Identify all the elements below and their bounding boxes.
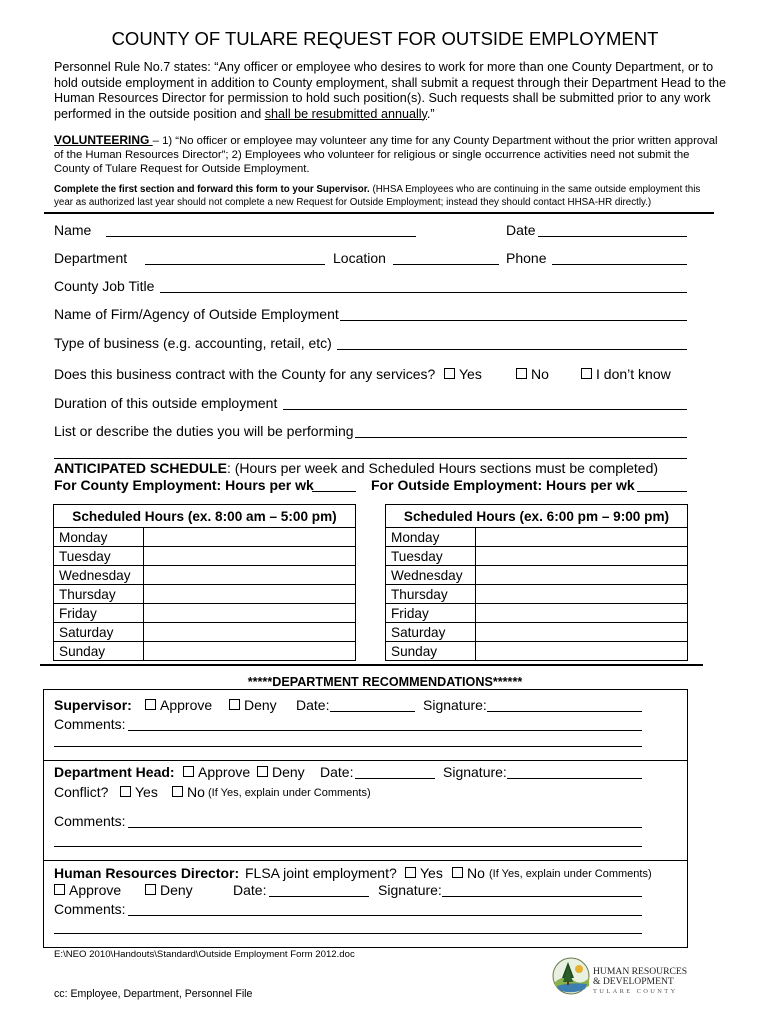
checkbox-icon[interactable] bbox=[172, 786, 183, 797]
schedule-cell[interactable] bbox=[476, 604, 688, 623]
hr-comments-field[interactable] bbox=[128, 915, 642, 916]
business-type-field[interactable] bbox=[337, 349, 687, 350]
flsa-yes-option[interactable]: Yes bbox=[405, 865, 443, 881]
schedule-cell[interactable] bbox=[144, 623, 356, 642]
county-hours-label: For County Employment: Hours per wk bbox=[54, 477, 314, 493]
supervisor-label: Supervisor: bbox=[54, 697, 132, 713]
dept-head-approve-option[interactable]: Approve bbox=[183, 764, 250, 780]
checkbox-icon[interactable] bbox=[581, 368, 592, 379]
duties-field-line2[interactable] bbox=[54, 458, 687, 459]
conflict-note: (If Yes, explain under Comments) bbox=[208, 787, 371, 799]
section-divider bbox=[40, 664, 703, 666]
section-divider bbox=[43, 760, 687, 761]
county-schedule-table bbox=[53, 504, 356, 661]
table-row: Thursday bbox=[386, 585, 688, 604]
duration-field[interactable] bbox=[283, 409, 687, 410]
table-row: Friday bbox=[54, 604, 356, 623]
name-label: Name bbox=[54, 222, 92, 238]
checkbox-icon[interactable] bbox=[452, 867, 463, 878]
contract-question: Does this business contract with the County for any services? bbox=[54, 366, 436, 382]
outside-hours-field[interactable] bbox=[637, 491, 687, 492]
duration-label: Duration of this outside employment bbox=[54, 395, 278, 411]
location-label: Location bbox=[333, 250, 386, 266]
schedule-cell[interactable] bbox=[144, 547, 356, 566]
department-label: Department bbox=[54, 250, 128, 266]
checkbox-icon[interactable] bbox=[516, 368, 527, 379]
supervisor-date-label: Date: bbox=[296, 697, 330, 713]
supervisor-date-field[interactable] bbox=[330, 711, 415, 712]
section-divider bbox=[44, 212, 714, 214]
hr-signature-field[interactable] bbox=[442, 896, 642, 897]
schedule-cell[interactable] bbox=[476, 547, 688, 566]
intro-paragraph bbox=[54, 60, 734, 122]
supervisor-comments-label: Comments: bbox=[54, 716, 126, 732]
dept-head-signature-field[interactable] bbox=[507, 778, 642, 779]
date-label: Date bbox=[506, 222, 536, 238]
flsa-question: FLSA joint employment? bbox=[245, 865, 397, 881]
table-row: Sunday bbox=[54, 642, 356, 661]
checkbox-icon[interactable] bbox=[444, 368, 455, 379]
recommendations-box bbox=[43, 689, 688, 948]
supervisor-approve-option[interactable]: Approve bbox=[145, 697, 212, 713]
volunteering-label: VOLUNTEERING bbox=[54, 133, 153, 147]
schedule-cell[interactable] bbox=[144, 604, 356, 623]
page-title: COUNTY OF TULARE REQUEST FOR OUTSIDE EMPLOYMENT bbox=[111, 28, 659, 49]
volunteering-paragraph: VOLUNTEERING – 1) “No officer or employee may volunteer any time for any County Department without the prior written approval of the Human Resources Director”; 2) Employees who volunteer for religious or single occurrence activities need not submit the County of Tulare Request for Outside Employment. bbox=[54, 133, 718, 175]
hr-approve-option[interactable]: Approve bbox=[54, 882, 121, 898]
schedule-cell[interactable] bbox=[476, 585, 688, 604]
name-field[interactable] bbox=[106, 236, 416, 237]
hr-signature-label: Signature: bbox=[378, 882, 442, 898]
recommendations-heading: *****DEPARTMENT RECOMMENDATIONS****** bbox=[247, 675, 523, 689]
flsa-no-option[interactable]: No bbox=[452, 865, 485, 881]
county-hours-field[interactable] bbox=[312, 491, 356, 492]
duties-field[interactable] bbox=[355, 437, 687, 438]
job-title-field[interactable] bbox=[160, 292, 687, 293]
contract-dont-know-option[interactable]: I don’t know bbox=[581, 366, 671, 382]
hr-director-label: Human Resources Director: bbox=[54, 865, 240, 881]
outside-hours-label: For Outside Employment: Hours per wk bbox=[371, 477, 635, 493]
business-type-label: Type of business (e.g. accounting, retail, etc) bbox=[54, 335, 332, 351]
supervisor-signature-label: Signature: bbox=[423, 697, 487, 713]
schedule-cell[interactable] bbox=[144, 566, 356, 585]
logo-text: HUMAN RESOURCES & DEVELOPMENT TULARE COUNTY bbox=[593, 966, 688, 995]
dept-head-comments-label: Comments: bbox=[54, 813, 126, 829]
schedule-cell[interactable] bbox=[144, 528, 356, 547]
table-row: Tuesday bbox=[386, 547, 688, 566]
hr-date-label: Date: bbox=[233, 882, 267, 898]
checkbox-icon[interactable] bbox=[54, 884, 65, 895]
section-divider bbox=[43, 860, 687, 861]
table-row: Saturday bbox=[54, 623, 356, 642]
supervisor-signature-field[interactable] bbox=[487, 711, 642, 712]
intro-line: Personnel Rule No.7 states: “Any officer or employee who desires to work for more than one County Department, or to bbox=[54, 60, 714, 74]
schedule-cell[interactable] bbox=[476, 623, 688, 642]
conflict-yes-option[interactable]: Yes bbox=[120, 784, 158, 800]
checkbox-icon[interactable] bbox=[257, 766, 268, 777]
schedule-cell[interactable] bbox=[476, 528, 688, 547]
dept-head-comments-field[interactable] bbox=[128, 827, 642, 828]
hr-comments-label: Comments: bbox=[54, 901, 126, 917]
schedule-cell[interactable] bbox=[144, 585, 356, 604]
phone-label: Phone bbox=[506, 250, 547, 266]
dept-head-signature-label: Signature: bbox=[443, 764, 507, 780]
checkbox-icon[interactable] bbox=[183, 766, 194, 777]
contract-no-option[interactable]: No bbox=[516, 366, 549, 382]
hr-comments-field-line2[interactable] bbox=[54, 933, 642, 934]
table-row: Monday bbox=[386, 528, 688, 547]
intro-line: hold outside employment in addition to County employment, shall submit a request through their Department Head to the bbox=[54, 75, 727, 90]
hr-deny-option[interactable]: Deny bbox=[145, 882, 193, 898]
table-row: Sunday bbox=[386, 642, 688, 661]
table-row: Thursday bbox=[54, 585, 356, 604]
conflict-no-option[interactable]: No bbox=[172, 784, 205, 800]
checkbox-icon[interactable] bbox=[145, 699, 156, 710]
supervisor-comments-field[interactable] bbox=[128, 730, 642, 731]
hr-date-field[interactable] bbox=[269, 896, 369, 897]
department-field[interactable] bbox=[145, 264, 325, 265]
intro-line: Human Resources Director for permission to hold such position(s). Such requests shall be submitted prior to any work bbox=[54, 91, 711, 105]
location-field[interactable] bbox=[393, 264, 499, 265]
conflict-label: Conflict? bbox=[54, 784, 109, 800]
table-row: Tuesday bbox=[54, 547, 356, 566]
dept-head-comments-field-line2[interactable] bbox=[54, 846, 642, 847]
dept-head-date-label: Date: bbox=[320, 764, 354, 780]
schedule-cell[interactable] bbox=[144, 642, 356, 661]
duties-label: List or describe the duties you will be performing bbox=[54, 423, 354, 439]
outside-schedule-header: Scheduled Hours (ex. 6:00 pm – 9:00 pm) bbox=[386, 505, 688, 528]
date-field[interactable] bbox=[538, 236, 687, 237]
county-schedule-header: Scheduled Hours (ex. 8:00 am – 5:00 pm) bbox=[54, 505, 356, 528]
table-row: Wednesday bbox=[54, 566, 356, 585]
table-row: Friday bbox=[386, 604, 688, 623]
schedule-heading: ANTICIPATED SCHEDULE: (Hours per week and Scheduled Hours sections must be completed) bbox=[54, 460, 659, 476]
outside-schedule-table bbox=[385, 504, 688, 661]
table-row: Saturday bbox=[386, 623, 688, 642]
schedule-cell[interactable] bbox=[476, 642, 688, 661]
supervisor-comments-field-line2[interactable] bbox=[54, 746, 642, 747]
checkbox-icon[interactable] bbox=[120, 786, 131, 797]
instructions: Complete the first section and forward this form to your Supervisor. (HHSA Employees who are continuing in the same outside employment this year as authorized last year should not complete a new Request for Outside Employment; instead they should contact HHSA-HR directly.) bbox=[54, 184, 701, 208]
job-title-label: County Job Title bbox=[54, 278, 155, 294]
firm-label: Name of Firm/Agency of Outside Employment bbox=[54, 306, 339, 322]
checkbox-icon[interactable] bbox=[145, 884, 156, 895]
dept-head-date-field[interactable] bbox=[355, 778, 435, 779]
contract-yes-option[interactable]: Yes bbox=[444, 366, 482, 382]
flsa-note: (If Yes, explain under Comments) bbox=[489, 868, 652, 880]
file-path: E:\NEO 2010\Handouts\Standard\Outside Employment Form 2012.doc bbox=[54, 949, 355, 960]
firm-field[interactable] bbox=[340, 320, 687, 321]
table-row: Monday bbox=[54, 528, 356, 547]
intro-line: performed in the outside position and shall be resubmitted annually.” bbox=[54, 106, 435, 121]
schedule-cell[interactable] bbox=[476, 566, 688, 585]
supervisor-deny-option[interactable]: Deny bbox=[229, 697, 277, 713]
cc-line: cc: Employee, Department, Personnel File bbox=[54, 988, 253, 1000]
checkbox-icon[interactable] bbox=[405, 867, 416, 878]
table-row: Wednesday bbox=[386, 566, 688, 585]
dept-head-label: Department Head: bbox=[54, 764, 175, 780]
hrd-logo-icon bbox=[551, 956, 591, 996]
dept-head-deny-option[interactable]: Deny bbox=[257, 764, 305, 780]
phone-field[interactable] bbox=[552, 264, 687, 265]
checkbox-icon[interactable] bbox=[229, 699, 240, 710]
